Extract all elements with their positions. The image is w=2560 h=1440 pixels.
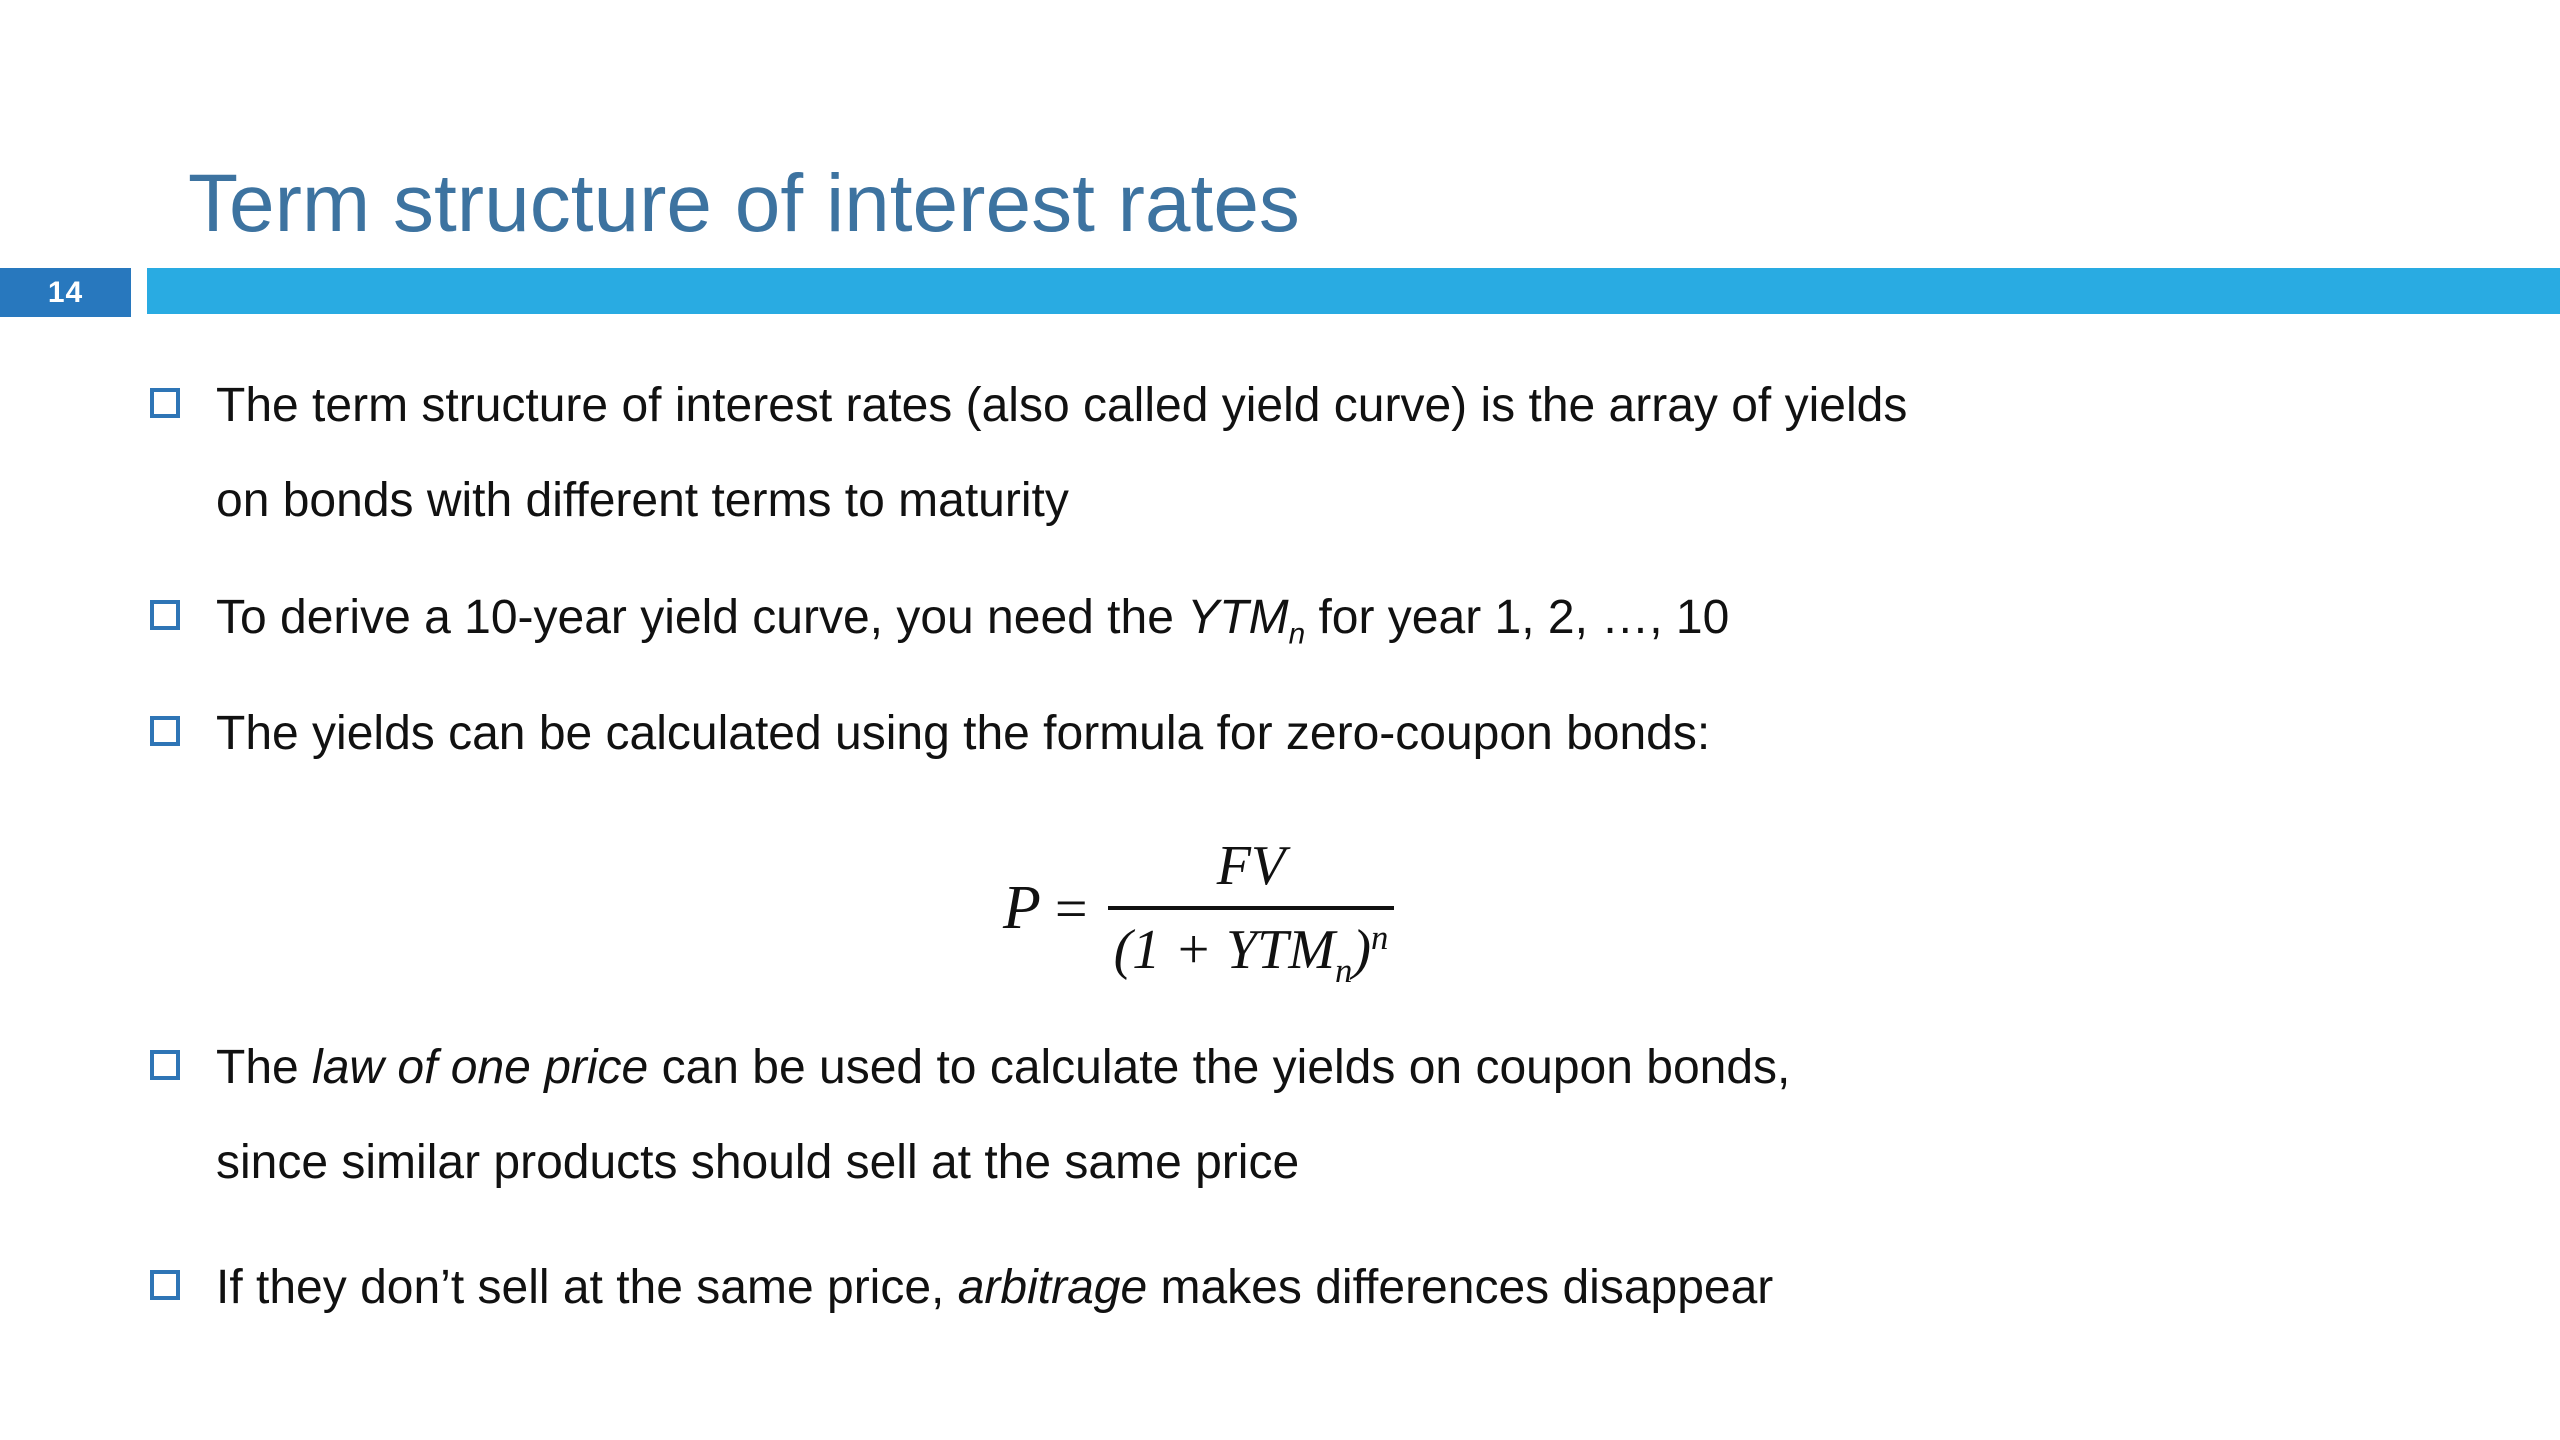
denominator-open: (1 +: [1113, 918, 1227, 981]
bullet-line: on bonds with different terms to maturity: [216, 474, 1069, 527]
denominator-exponent: n: [1370, 917, 1389, 957]
page-number-badge: [0, 268, 131, 317]
bullet-segment-italic: law of one price: [312, 1041, 649, 1094]
square-bullet-icon: [150, 1050, 180, 1080]
bullet-segment: The: [216, 1041, 313, 1094]
square-bullet-icon: [150, 1270, 180, 1300]
formula-fraction: [1108, 835, 1395, 990]
square-bullet-icon: [150, 388, 180, 418]
bullet-text: [216, 358, 1907, 548]
bullet-segment-italic: arbitrage: [957, 1261, 1148, 1314]
bullet-segment: can be used to calculate the yields on coupon bonds,: [648, 1041, 1791, 1094]
denominator-base: YTM: [1226, 918, 1335, 981]
bullet-item-term-structure: [150, 358, 1907, 548]
formula-denominator: [1108, 906, 1395, 990]
formula-numerator: FV: [1216, 835, 1286, 897]
bullet-item-arbitrage: [150, 1240, 1773, 1335]
accent-bar: [147, 268, 2560, 314]
bullet-text: [216, 570, 1729, 665]
bullet-item-law-of-one-price: [150, 1020, 1790, 1210]
bullet-line: The yields can be calculated using the formula for zero-coupon bonds:: [216, 707, 1711, 760]
square-bullet-icon: [150, 716, 180, 746]
denominator-close: ): [1352, 918, 1371, 981]
bullet-item-zero-coupon-formula: [150, 686, 1710, 781]
square-bullet-icon: [150, 600, 180, 630]
formula-zero-coupon-price: [1003, 835, 1394, 990]
bullet-segment-subscript: n: [1288, 617, 1306, 651]
bullet-text: [216, 1020, 1790, 1210]
formula-lhs: P: [1003, 874, 1041, 943]
bullet-segment: makes differences disappear: [1147, 1261, 1774, 1314]
bullet-text: [216, 686, 1710, 781]
page-number: 14: [47, 275, 84, 309]
bullet-line: The term structure of interest rates (also called yield curve) is the array of yields: [216, 379, 1908, 432]
page-title: Term structure of interest rates: [188, 157, 1300, 249]
bullet-line: since similar products should sell at the same price: [216, 1136, 1300, 1189]
bullet-segment: To derive a 10-year yield curve, you need the: [216, 591, 1188, 644]
formula-equals: =: [1054, 876, 1088, 942]
bullet-segment-italic: YTM: [1187, 591, 1289, 644]
denominator-subscript: n: [1334, 950, 1353, 990]
bullet-segment: If they don’t sell at the same price,: [216, 1261, 958, 1314]
bullet-item-derive-yield-curve: [150, 570, 1729, 665]
bullet-text: [216, 1240, 1773, 1335]
bullet-segment: for year 1, 2, …, 10: [1305, 591, 1730, 644]
